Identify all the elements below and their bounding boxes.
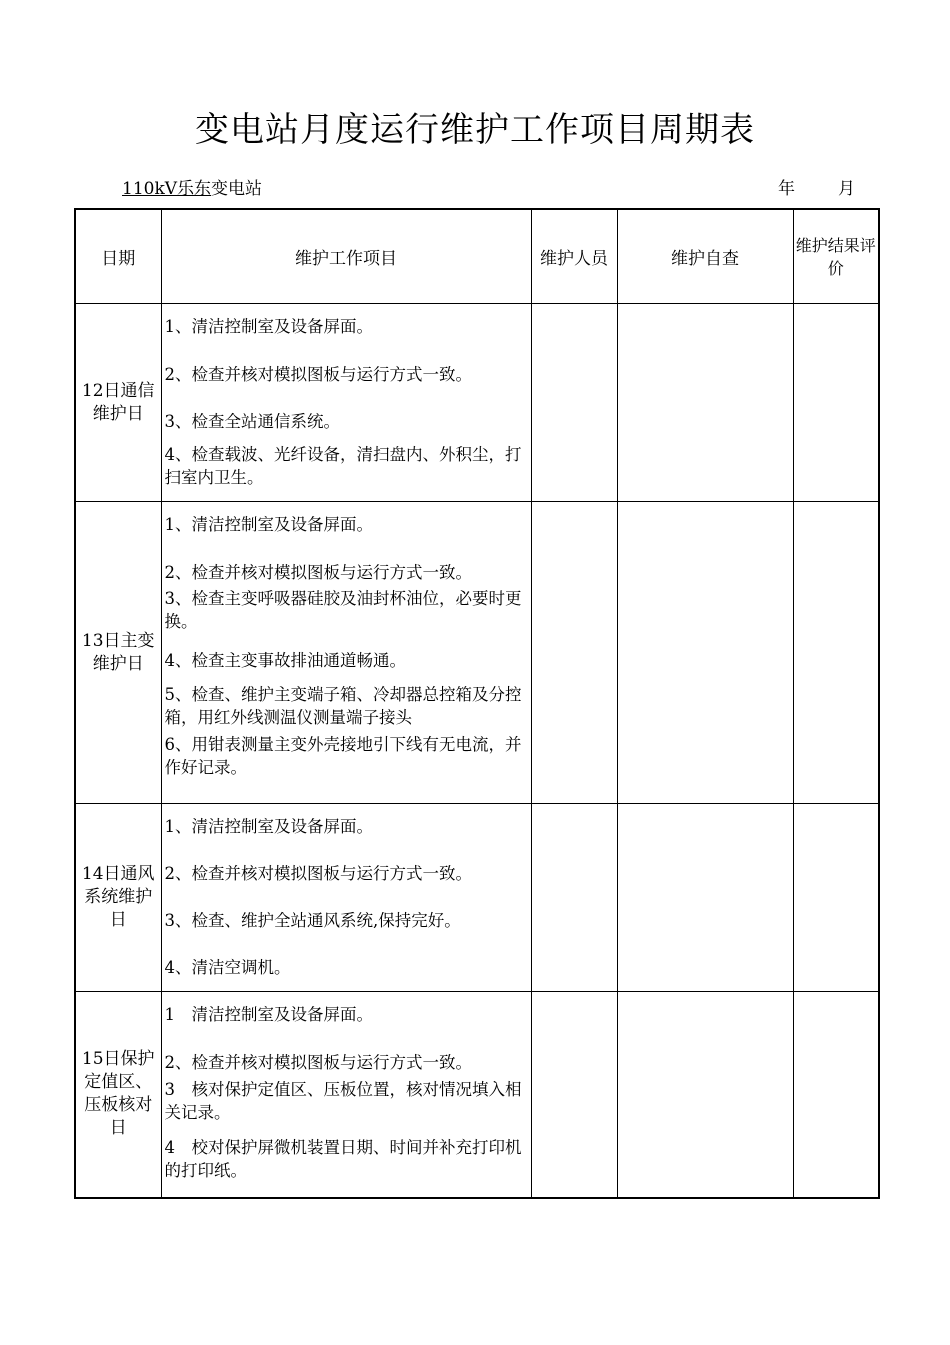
list-item: 4 校对保护屏微机装置日期、时间并补充打印机的打印纸。	[164, 1138, 522, 1180]
station-name	[122, 174, 262, 199]
table-row	[75, 804, 879, 992]
row-items	[161, 992, 531, 1198]
list-item: 1、清洁控制室及设备屏面。	[164, 515, 373, 534]
maintenance-table	[74, 208, 880, 1199]
list-item: 1、清洁控制室及设备屏面。	[164, 317, 373, 336]
list-item: 3 核对保护定值区、压板位置，核对情况填入相关记录。	[164, 1080, 522, 1122]
list-item: 2、检查并核对模拟图板与运行方式一致。	[164, 864, 472, 883]
cell-result[interactable]	[793, 304, 879, 502]
row-date: 12日通信维护日	[75, 304, 161, 502]
list-item: 3、检查全站通信系统。	[164, 412, 340, 431]
cell-result[interactable]	[793, 804, 879, 992]
header-result: 维护结果评价	[793, 209, 879, 304]
year-label: 年	[778, 179, 795, 199]
table-row	[75, 992, 879, 1198]
station-voltage-name: 110kV乐东	[122, 179, 212, 199]
list-item: 2、检查并核对模拟图板与运行方式一致。	[164, 1053, 472, 1072]
cell-selfcheck[interactable]	[617, 304, 793, 502]
list-item: 3、检查、维护全站通风系统,保持完好。	[164, 911, 461, 930]
cell-result[interactable]	[793, 992, 879, 1198]
table-header-row	[75, 209, 879, 304]
cell-person[interactable]	[531, 992, 617, 1198]
header-person: 维护人员	[531, 209, 617, 304]
month-label: 月	[838, 179, 855, 199]
page-title: 变电站月度运行维护工作项目周期表	[195, 110, 755, 150]
list-item: 3、检查主变呼吸器硅胶及油封杯油位，必要时更换。	[164, 589, 522, 631]
station-suffix: 变电站	[211, 179, 263, 199]
row-items	[161, 304, 531, 502]
row-date: 15日保护定值区、压板核对日	[75, 992, 161, 1198]
cell-selfcheck[interactable]	[617, 804, 793, 992]
cell-result[interactable]	[793, 502, 879, 804]
cell-person[interactable]	[531, 502, 617, 804]
cell-person[interactable]	[531, 304, 617, 502]
row-date: 13日主变维护日	[75, 502, 161, 804]
list-item: 5、检查、维护主变端子箱、冷却器总控箱及分控箱，用红外线测温仪测量端子接头	[164, 685, 522, 727]
table-row	[75, 304, 879, 502]
cell-selfcheck[interactable]	[617, 502, 793, 804]
list-item: 1、清洁控制室及设备屏面。	[164, 817, 373, 836]
list-item: 1 清洁控制室及设备屏面。	[164, 1005, 373, 1024]
header-date: 日期	[75, 209, 161, 304]
list-item: 4、清洁空调机。	[164, 958, 291, 977]
list-item: 2、检查并核对模拟图板与运行方式一致。	[164, 365, 472, 384]
list-item: 6、用钳表测量主变外壳接地引下线有无电流，并作好记录。	[164, 735, 522, 777]
header-items: 维护工作项目	[161, 209, 531, 304]
cell-person[interactable]	[531, 804, 617, 992]
row-date: 14日通风系统维护日	[75, 804, 161, 992]
header-selfcheck: 维护自查	[617, 209, 793, 304]
cell-selfcheck[interactable]	[617, 992, 793, 1198]
row-items	[161, 502, 531, 804]
row-items	[161, 804, 531, 992]
list-item: 4、检查主变事故排油通道畅通。	[164, 651, 406, 670]
table-row	[75, 502, 879, 804]
list-item: 2、检查并核对模拟图板与运行方式一致。	[164, 563, 472, 582]
list-item: 4、检查载波、光纤设备，清扫盘内、外积尘，打扫室内卫生。	[164, 445, 522, 487]
